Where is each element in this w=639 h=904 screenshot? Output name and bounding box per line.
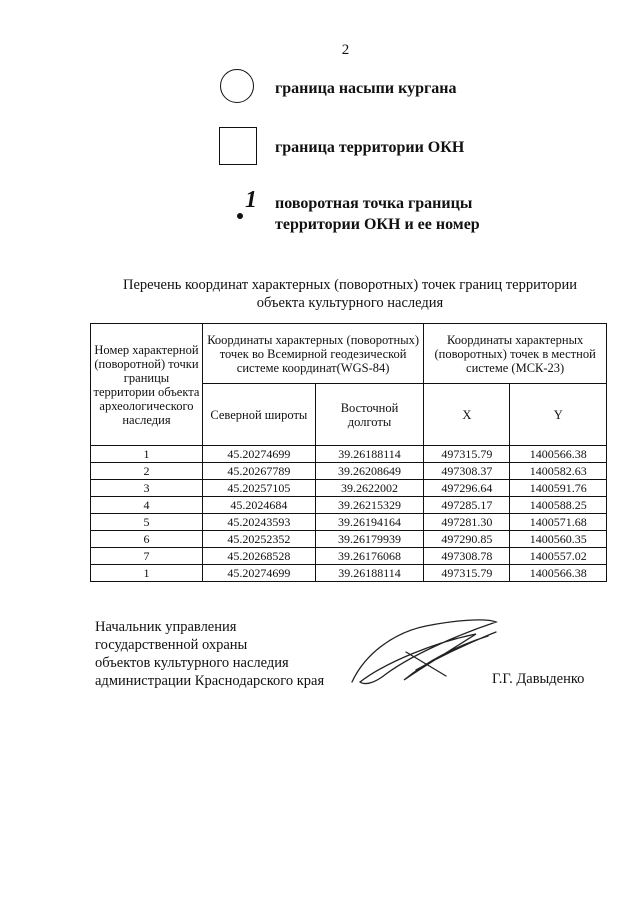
turning-point-icon: [235, 187, 261, 225]
cell-latitude: 45.20274699: [202, 446, 315, 463]
legend-turning-point-line1: поворотная точка границы: [275, 195, 473, 212]
table-row: [91, 480, 607, 497]
legend-territory-boundary: граница территории ОКН: [275, 139, 465, 156]
coordinates-table: [90, 323, 607, 582]
cell-x: 497308.78: [424, 548, 510, 565]
cell-x: 497285.17: [424, 497, 510, 514]
signatory-line1: Начальник управления: [95, 619, 237, 635]
cell-number: 1: [91, 446, 203, 463]
cell-longitude: 39.26176068: [315, 548, 424, 565]
cell-x: 497281.30: [424, 514, 510, 531]
header-north-latitude: Северной широты: [202, 384, 315, 446]
table-row: [91, 531, 607, 548]
cell-y: 1400560.35: [510, 531, 607, 548]
cell-number: 1: [91, 565, 203, 582]
signatory-position: [95, 618, 324, 690]
handwritten-signature: [346, 612, 506, 690]
header-x: X: [424, 384, 510, 446]
legend-turning-point: [275, 193, 535, 235]
cell-latitude: 45.20243593: [202, 514, 315, 531]
cell-x: 497296.64: [424, 480, 510, 497]
cell-y: 1400571.68: [510, 514, 607, 531]
cell-number: 2: [91, 463, 203, 480]
table-title: [90, 276, 610, 312]
cell-number: 5: [91, 514, 203, 531]
table-title-line1: Перечень координат характерных (поворотных) точек границ территории: [122, 277, 578, 293]
cell-y: 1400566.38: [510, 446, 607, 463]
cell-number: 7: [91, 548, 203, 565]
cell-longitude: 39.26188114: [315, 565, 424, 582]
cell-latitude: 45.20268528: [202, 548, 315, 565]
cell-x: 497308.37: [424, 463, 510, 480]
legend-turning-point-line2: территории ОКН и ее номер: [275, 216, 480, 233]
cell-longitude: 39.2622002: [315, 480, 424, 497]
table-row: [91, 497, 607, 514]
cell-y: 1400566.38: [510, 565, 607, 582]
cell-longitude: 39.26215329: [315, 497, 424, 514]
header-wgs-group: Координаты характерных (поворотных) точек во Всемирной геодезической системе координат(WGS-84): [202, 324, 423, 384]
header-y: Y: [510, 384, 607, 446]
turning-point-symbol: 1: [245, 187, 257, 213]
cell-longitude: 39.26179939: [315, 531, 424, 548]
header-east-longitude: Восточной долготы: [315, 384, 424, 446]
signatory-line2: государственной охраны: [95, 637, 248, 653]
page-number: 2: [341, 42, 350, 58]
cell-latitude: 45.20267789: [202, 463, 315, 480]
header-msk-group: Координаты характерных (поворотных) точек в местной системе (МСК-23): [424, 324, 607, 384]
circle-icon: [220, 69, 254, 103]
cell-longitude: 39.26188114: [315, 446, 424, 463]
signatory-line4: администрации Краснодарского края: [95, 673, 325, 689]
cell-x: 497315.79: [424, 565, 510, 582]
table-row: [91, 514, 607, 531]
cell-longitude: 39.26208649: [315, 463, 424, 480]
signer-name: Г.Г. Давыденко: [492, 671, 585, 687]
header-point-number: Номер характерной (поворотной) точки границы территории объекта археологического наследия: [91, 324, 203, 446]
cell-y: 1400591.76: [510, 480, 607, 497]
legend-mound-boundary: граница насыпи кургана: [275, 80, 457, 97]
cell-number: 3: [91, 480, 203, 497]
cell-number: 4: [91, 497, 203, 514]
cell-longitude: 39.26194164: [315, 514, 424, 531]
cell-y: 1400582.63: [510, 463, 607, 480]
signatory-line3: объектов культурного наследия: [95, 655, 289, 671]
cell-number: 6: [91, 531, 203, 548]
cell-x: 497315.79: [424, 446, 510, 463]
cell-y: 1400557.02: [510, 548, 607, 565]
cell-latitude: 45.2024684: [202, 497, 315, 514]
cell-x: 497290.85: [424, 531, 510, 548]
table-title-line2: объекта культурного наследия: [256, 295, 444, 311]
table-row: [91, 565, 607, 582]
cell-latitude: 45.20257105: [202, 480, 315, 497]
cell-latitude: 45.20274699: [202, 565, 315, 582]
dot-icon: [237, 213, 243, 219]
table-row: [91, 446, 607, 463]
cell-y: 1400588.25: [510, 497, 607, 514]
cell-latitude: 45.20252352: [202, 531, 315, 548]
table-row: [91, 548, 607, 565]
table-row: [91, 463, 607, 480]
square-icon: [219, 127, 257, 165]
